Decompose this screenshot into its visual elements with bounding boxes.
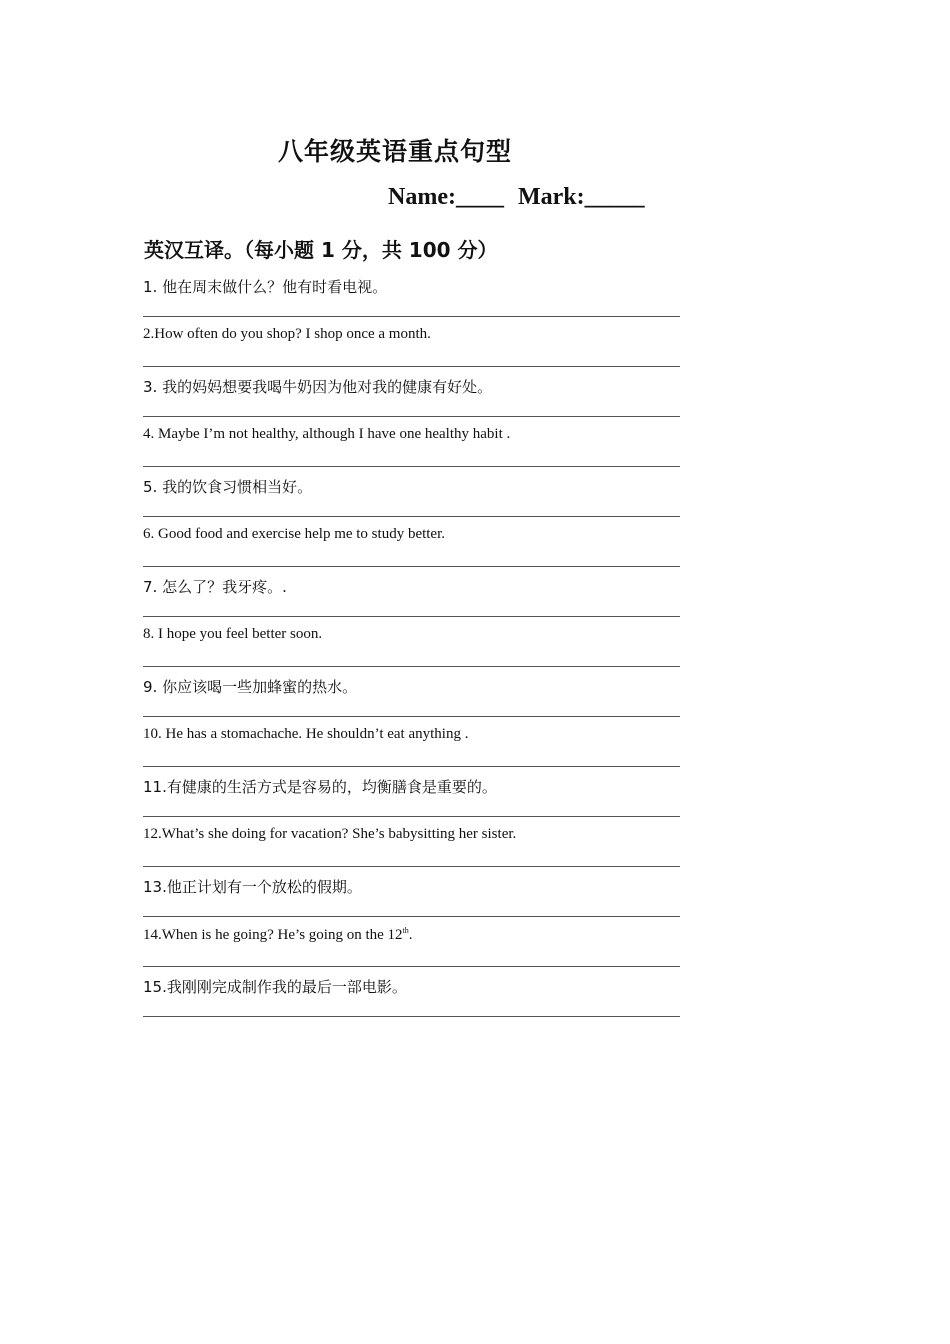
question-item-9 [143,668,680,717]
question-text: 11.有健康的生活方式是容易的，均衡膳食是重要的。 [143,778,497,796]
question-item-10 [143,718,680,767]
question-item-8 [143,618,680,667]
question-item-14 [143,918,680,967]
name-label: Name:____ [388,184,504,210]
question-item-6 [143,518,680,567]
question-text: 7. 怎么了？我牙疼。. [143,578,287,596]
question-text: 3. 我的妈妈想要我喝牛奶因为他对我的健康有好处。 [143,378,493,396]
question-item-5 [143,468,680,517]
question-item-7 [143,568,680,617]
question-item-3 [143,368,680,417]
question-main: 14.When is he going? He’s going on the 12 [143,927,403,943]
question-text: 6. Good food and exercise help me to study better. [143,526,446,542]
question-item-15 [143,968,680,1017]
question-text: 2.How often do you shop? I shop once a month. [143,326,431,342]
question-item-12 [143,818,680,867]
mark-label: Mark:_____ [517,184,645,210]
question-item-11 [143,768,680,817]
section-heading: 英汉互译。（每小题 1 分，共 100 分） [144,238,498,262]
question-tail: . [408,927,413,943]
question-text [143,926,413,944]
question-text: 9. 你应该喝一些加蜂蜜的热水。 [143,678,358,696]
ordinal-suffix: th [402,926,409,935]
question-item-1 [143,268,680,317]
question-text: 15.我刚刚完成制作我的最后一部电影。 [143,978,407,996]
question-item-2 [143,318,680,367]
question-text: 8. I hope you feel better soon. [143,626,323,642]
page-title: 八年级英语重点句型 [278,137,513,166]
question-text: 1. 他在周末做什么？他有时看电视。 [143,278,388,296]
question-text: 10. He has a stomachache. He shouldn’t eat anything . [143,726,469,742]
name-mark-line [388,184,645,211]
question-text: 5. 我的饮食习惯相当好。 [143,478,313,496]
question-list [143,268,680,1018]
question-text: 13.他正计划有一个放松的假期。 [143,878,362,896]
question-text: 4. Maybe I’m not healthy, although I have one healthy habit . [143,426,511,442]
question-text: 12.What’s she doing for vacation? She’s babysitting her sister. [143,826,517,842]
question-item-13 [143,868,680,917]
question-item-4 [143,418,680,467]
